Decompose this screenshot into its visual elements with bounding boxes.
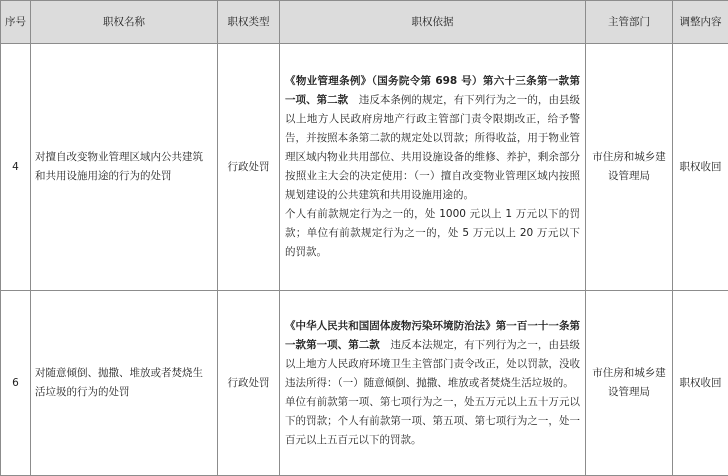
cell-no: 4: [1, 44, 31, 291]
table-row: [1, 44, 728, 291]
header-name: 职权名称: [31, 1, 218, 44]
basis-penalty: 个人有前款规定行为之一的，处 1000 元以上 1 万元以下的罚款；单位有前款规定行为之一的，处 5 万元以上 20 万元以下的罚款。: [285, 208, 580, 258]
header-dept: 主管部门: [586, 1, 673, 44]
basis-body: 违反本法规定，有下列行为之一，由县级以上地方人民政府环境卫生主管部门责令改正，处以罚款，没收违法所得：（一）随意倾倒、抛撒、堆放或者焚烧生活垃圾的。: [285, 338, 581, 389]
cell-dept: 市住房和城乡建设管理局: [586, 44, 673, 291]
cell-basis: [280, 44, 586, 291]
basis-body: 违反本条例的规定，有下列行为之一的，由县级以上地方人民政府房地产行政主管部门责令限期改正，给予警告，并按照本条第二款的规定处以罚款；所得收益，用于物业管理区域内物业共用部位、共用设施设备的维修、养护，剩余部分按照业主大会的决定使用：（一）擅自改变物业管理区域内按照规划建设的公共建筑和共用设施用途的。: [285, 94, 581, 201]
cell-dept: 市住房和城乡建设管理局: [586, 291, 673, 476]
cell-name: 对随意倾倒、抛撒、堆放或者焚烧生活垃圾的行为的处罚: [31, 291, 218, 476]
basis-penalty: 单位有前款第一项、第七项行为之一，处五万元以上五十万元以下的罚款；个人有前款第一项、第五项、第七项行为之一，处一百元以上五百元以下的罚款。: [285, 395, 580, 446]
cell-type: 行政处罚: [218, 291, 280, 476]
cell-basis: [280, 291, 586, 476]
header-no: 序号: [1, 1, 31, 44]
cell-adjust: 职权收回: [673, 291, 728, 476]
cell-type: 行政处罚: [218, 44, 280, 291]
header-type: 职权类型: [218, 1, 280, 44]
basis-title: 《物业管理条例》（国务院令第 698 号）第六十三条第一款第一项、第二款: [285, 75, 580, 106]
cell-name: 对擅自改变物业管理区域内公共建筑和共用设施用途的行为的处罚: [31, 44, 218, 291]
header-adjust: 调整内容: [673, 1, 728, 44]
basis-title: 《中华人民共和国固体废物污染环境防治法》第一百一十一条第一款第一项、第二款: [285, 319, 580, 351]
header-row: [1, 1, 728, 44]
header-basis: 职权依据: [280, 1, 586, 44]
cell-adjust: 职权收回: [673, 44, 728, 291]
table-row: [1, 291, 728, 476]
cell-no: 6: [1, 291, 31, 476]
